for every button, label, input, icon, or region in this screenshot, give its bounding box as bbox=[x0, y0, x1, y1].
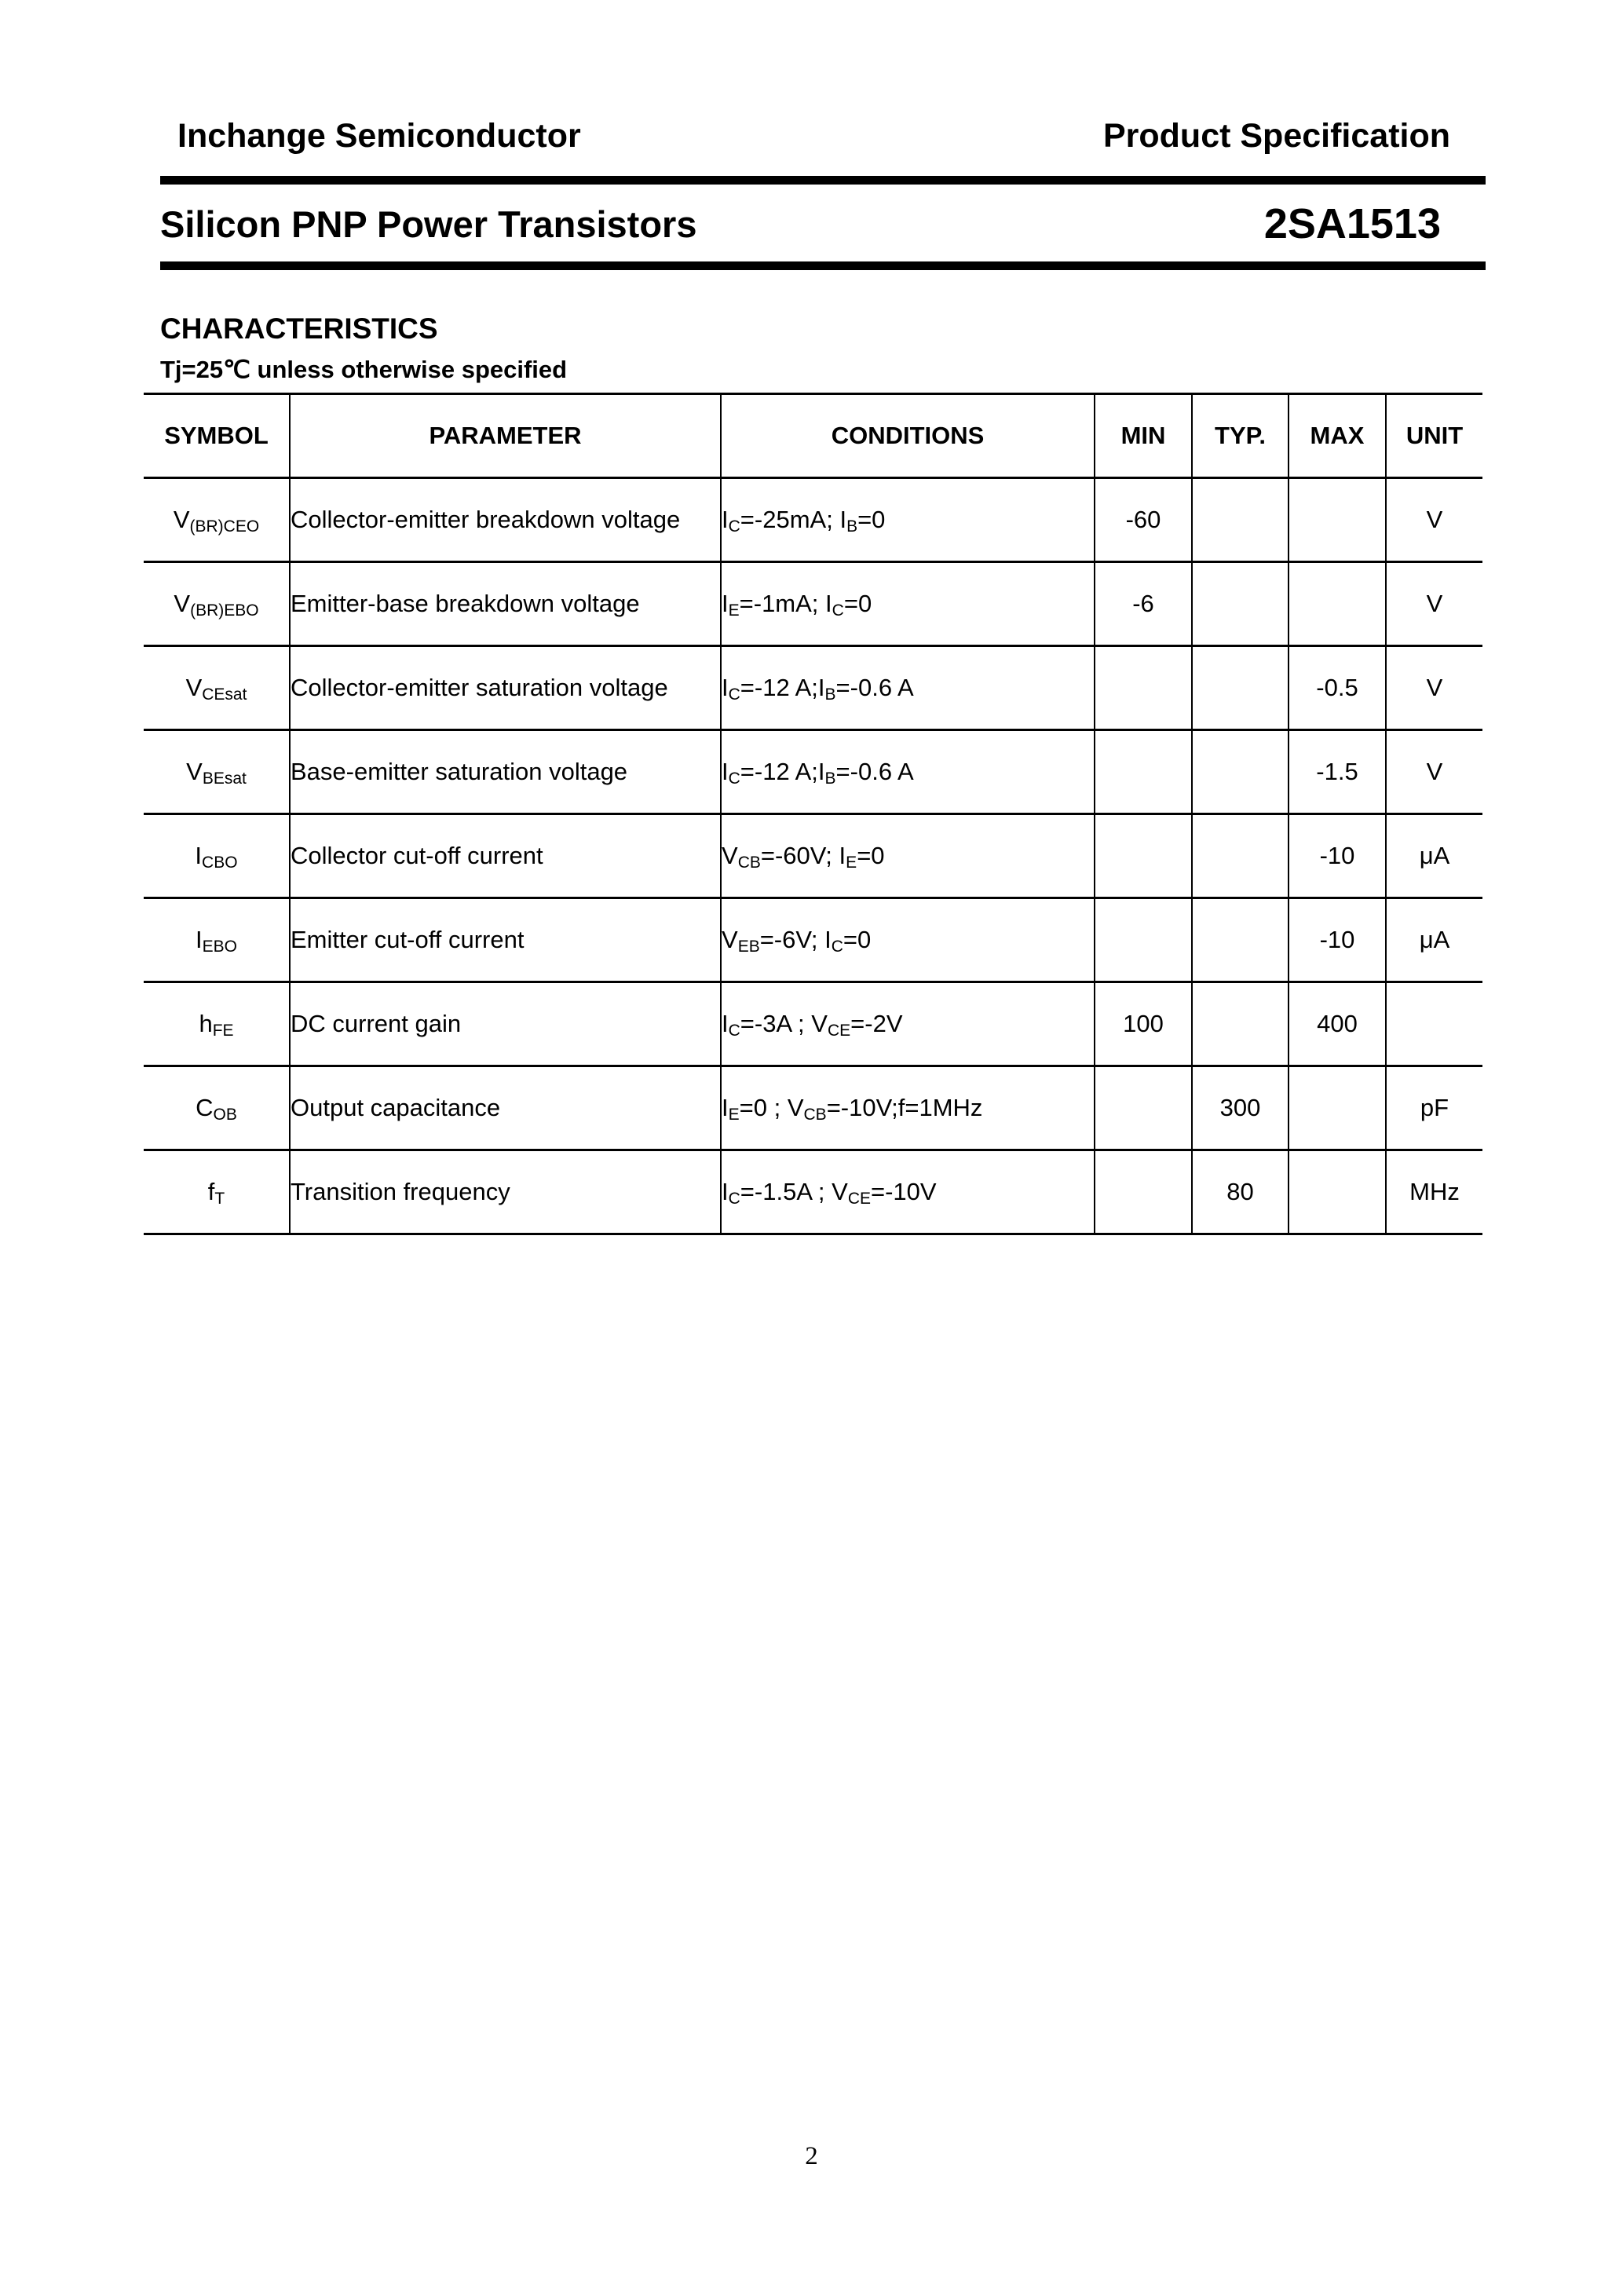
condition-subscript: CB bbox=[803, 1106, 827, 1124]
cell-min: -60 bbox=[1095, 478, 1192, 562]
cell-unit bbox=[1386, 982, 1482, 1066]
header-min: MIN bbox=[1095, 394, 1192, 478]
header-parameter: PARAMETER bbox=[290, 394, 721, 478]
condition-value: =-0.6 A bbox=[835, 758, 914, 785]
condition-var: V bbox=[722, 926, 738, 953]
condition-subscript: C bbox=[728, 686, 740, 704]
company-name: Inchange Semiconductor bbox=[177, 117, 581, 155]
condition-subscript: C bbox=[832, 601, 844, 620]
symbol-main: h bbox=[199, 1010, 213, 1037]
cell-conditions bbox=[721, 730, 1095, 814]
condition-var: I bbox=[722, 506, 729, 533]
header-conditions: CONDITIONS bbox=[721, 394, 1095, 478]
cell-min bbox=[1095, 730, 1192, 814]
table-row bbox=[144, 478, 1482, 562]
cell-parameter: Output capacitance bbox=[290, 1066, 721, 1150]
condition-value: =-6V; bbox=[759, 926, 825, 953]
table-header-row bbox=[144, 394, 1482, 478]
cell-max: -10 bbox=[1289, 898, 1386, 982]
symbol-main: C bbox=[196, 1094, 214, 1121]
cell-symbol bbox=[144, 814, 290, 898]
condition-value: =-25mA; bbox=[740, 506, 840, 533]
cell-unit: V bbox=[1386, 478, 1482, 562]
table-row bbox=[144, 562, 1482, 646]
condition-var: I bbox=[839, 842, 846, 869]
cell-min bbox=[1095, 646, 1192, 730]
symbol-main: V bbox=[174, 590, 191, 617]
symbol-main: V bbox=[173, 506, 190, 533]
cell-unit: V bbox=[1386, 562, 1482, 646]
cell-typ bbox=[1192, 562, 1289, 646]
condition-var: I bbox=[722, 1178, 729, 1205]
cell-typ bbox=[1192, 478, 1289, 562]
cell-symbol bbox=[144, 478, 290, 562]
condition-subscript: E bbox=[728, 601, 740, 620]
header-top-rule bbox=[160, 176, 1486, 185]
cell-parameter: Emitter-base breakdown voltage bbox=[290, 562, 721, 646]
cell-typ bbox=[1192, 730, 1289, 814]
condition-value: =-2V bbox=[850, 1010, 903, 1037]
header-symbol: SYMBOL bbox=[144, 394, 290, 478]
symbol-main: I bbox=[195, 842, 203, 869]
symbol-subscript: CEsat bbox=[202, 686, 247, 704]
condition-value: =-1mA; bbox=[739, 590, 826, 617]
condition-value: =-1.5A ; bbox=[740, 1178, 832, 1205]
document-type: Product Specification bbox=[1102, 117, 1450, 155]
cell-conditions bbox=[721, 1066, 1095, 1150]
section-title: CHARACTERISTICS bbox=[160, 313, 438, 345]
symbol-main: V bbox=[186, 758, 203, 785]
condition-subscript: CE bbox=[827, 1022, 851, 1040]
cell-unit: V bbox=[1386, 646, 1482, 730]
condition-var: I bbox=[722, 590, 729, 617]
condition-subscript: E bbox=[846, 854, 857, 872]
product-line-title: Silicon PNP Power Transistors bbox=[160, 203, 697, 245]
cell-symbol bbox=[144, 898, 290, 982]
cell-min: -6 bbox=[1095, 562, 1192, 646]
condition-subscript: CE bbox=[847, 1190, 871, 1208]
condition-value: =-10V bbox=[871, 1178, 937, 1205]
cell-max bbox=[1289, 478, 1386, 562]
cell-typ bbox=[1192, 898, 1289, 982]
condition-value: =-12 A; bbox=[740, 674, 818, 701]
condition-value: =-10V;f=1MHz bbox=[826, 1094, 983, 1121]
cell-parameter: Collector cut-off current bbox=[290, 814, 721, 898]
header-max: MAX bbox=[1289, 394, 1386, 478]
condition-note: Tj=25℃ unless otherwise specified bbox=[160, 356, 568, 383]
condition-value: =0 bbox=[857, 842, 885, 869]
cell-typ bbox=[1192, 646, 1289, 730]
condition-var: V bbox=[787, 1094, 804, 1121]
cell-conditions bbox=[721, 814, 1095, 898]
table-row bbox=[144, 814, 1482, 898]
part-number: 2SA1513 bbox=[1263, 200, 1441, 247]
cell-min bbox=[1095, 1066, 1192, 1150]
cell-typ: 80 bbox=[1192, 1150, 1289, 1234]
cell-parameter: Base-emitter saturation voltage bbox=[290, 730, 721, 814]
condition-subscript: C bbox=[728, 770, 740, 788]
condition-var: I bbox=[824, 926, 832, 953]
cell-parameter: DC current gain bbox=[290, 982, 721, 1066]
symbol-subscript: (BR)EBO bbox=[190, 601, 259, 620]
condition-subscript: CB bbox=[737, 854, 761, 872]
condition-var: I bbox=[722, 758, 729, 785]
cell-typ bbox=[1192, 814, 1289, 898]
cell-min bbox=[1095, 1150, 1192, 1234]
cell-conditions bbox=[721, 478, 1095, 562]
condition-subscript: B bbox=[846, 517, 858, 536]
table-row bbox=[144, 1150, 1482, 1234]
cell-max bbox=[1289, 1150, 1386, 1234]
condition-value: =-12 A; bbox=[740, 758, 818, 785]
cell-symbol bbox=[144, 982, 290, 1066]
condition-var: I bbox=[722, 674, 729, 701]
symbol-subscript: EBO bbox=[202, 938, 237, 956]
condition-value: =0 ; bbox=[739, 1094, 788, 1121]
symbol-subscript: BEsat bbox=[202, 770, 247, 788]
cell-max: -0.5 bbox=[1289, 646, 1386, 730]
table-row bbox=[144, 898, 1482, 982]
symbol-main: I bbox=[196, 926, 203, 953]
cell-unit: V bbox=[1386, 730, 1482, 814]
cell-min: 100 bbox=[1095, 982, 1192, 1066]
cell-parameter: Emitter cut-off current bbox=[290, 898, 721, 982]
condition-subscript: C bbox=[728, 1190, 740, 1208]
characteristics-table bbox=[144, 393, 1482, 1235]
symbol-main: V bbox=[185, 674, 203, 701]
header-bottom-rule bbox=[160, 261, 1486, 270]
cell-min bbox=[1095, 898, 1192, 982]
cell-unit: μA bbox=[1386, 814, 1482, 898]
condition-var: I bbox=[817, 758, 825, 785]
condition-subscript: C bbox=[728, 1022, 740, 1040]
cell-max: 400 bbox=[1289, 982, 1386, 1066]
condition-var: V bbox=[811, 1010, 828, 1037]
cell-conditions bbox=[721, 646, 1095, 730]
table-row bbox=[144, 730, 1482, 814]
cell-max: -10 bbox=[1289, 814, 1386, 898]
condition-value: =0 bbox=[843, 926, 872, 953]
cell-typ: 300 bbox=[1192, 1066, 1289, 1150]
cell-symbol bbox=[144, 1066, 290, 1150]
symbol-subscript: OB bbox=[213, 1106, 237, 1124]
symbol-subscript: (BR)CEO bbox=[189, 517, 260, 536]
symbol-subscript: T bbox=[214, 1190, 225, 1208]
cell-max: -1.5 bbox=[1289, 730, 1386, 814]
condition-subscript: EB bbox=[737, 938, 760, 956]
page-number: 2 bbox=[805, 2142, 818, 2170]
cell-conditions bbox=[721, 982, 1095, 1066]
symbol-main: f bbox=[207, 1178, 215, 1205]
cell-parameter: Collector-emitter breakdown voltage bbox=[290, 478, 721, 562]
cell-min bbox=[1095, 814, 1192, 898]
condition-value: =-60V; bbox=[760, 842, 839, 869]
header-unit: UNIT bbox=[1386, 394, 1482, 478]
cell-parameter: Collector-emitter saturation voltage bbox=[290, 646, 721, 730]
cell-symbol bbox=[144, 562, 290, 646]
condition-subscript: B bbox=[824, 770, 836, 788]
cell-conditions bbox=[721, 898, 1095, 982]
cell-unit: pF bbox=[1386, 1066, 1482, 1150]
table-row bbox=[144, 646, 1482, 730]
cell-symbol bbox=[144, 646, 290, 730]
cell-conditions bbox=[721, 562, 1095, 646]
condition-var: I bbox=[722, 1094, 729, 1121]
header-typ: TYP. bbox=[1192, 394, 1289, 478]
condition-value: =-3A ; bbox=[740, 1010, 812, 1037]
cell-typ bbox=[1192, 982, 1289, 1066]
cell-conditions bbox=[721, 1150, 1095, 1234]
condition-subscript: C bbox=[728, 517, 740, 536]
cell-max bbox=[1289, 562, 1386, 646]
symbol-subscript: FE bbox=[212, 1022, 234, 1040]
condition-value: =0 bbox=[843, 590, 872, 617]
condition-var: I bbox=[825, 590, 832, 617]
condition-var: V bbox=[832, 1178, 848, 1205]
cell-parameter: Transition frequency bbox=[290, 1150, 721, 1234]
cell-symbol bbox=[144, 1150, 290, 1234]
condition-subscript: C bbox=[831, 938, 843, 956]
cell-unit: μA bbox=[1386, 898, 1482, 982]
condition-value: =0 bbox=[857, 506, 886, 533]
condition-subscript: E bbox=[728, 1106, 740, 1124]
table-row bbox=[144, 1066, 1482, 1150]
cell-symbol bbox=[144, 730, 290, 814]
condition-var: V bbox=[722, 842, 738, 869]
condition-var: I bbox=[722, 1010, 729, 1037]
condition-value: =-0.6 A bbox=[835, 674, 914, 701]
condition-var: I bbox=[817, 674, 825, 701]
cell-unit: MHz bbox=[1386, 1150, 1482, 1234]
symbol-subscript: CBO bbox=[202, 854, 238, 872]
cell-max bbox=[1289, 1066, 1386, 1150]
condition-var: I bbox=[839, 506, 847, 533]
condition-subscript: B bbox=[824, 686, 836, 704]
table-row bbox=[144, 982, 1482, 1066]
